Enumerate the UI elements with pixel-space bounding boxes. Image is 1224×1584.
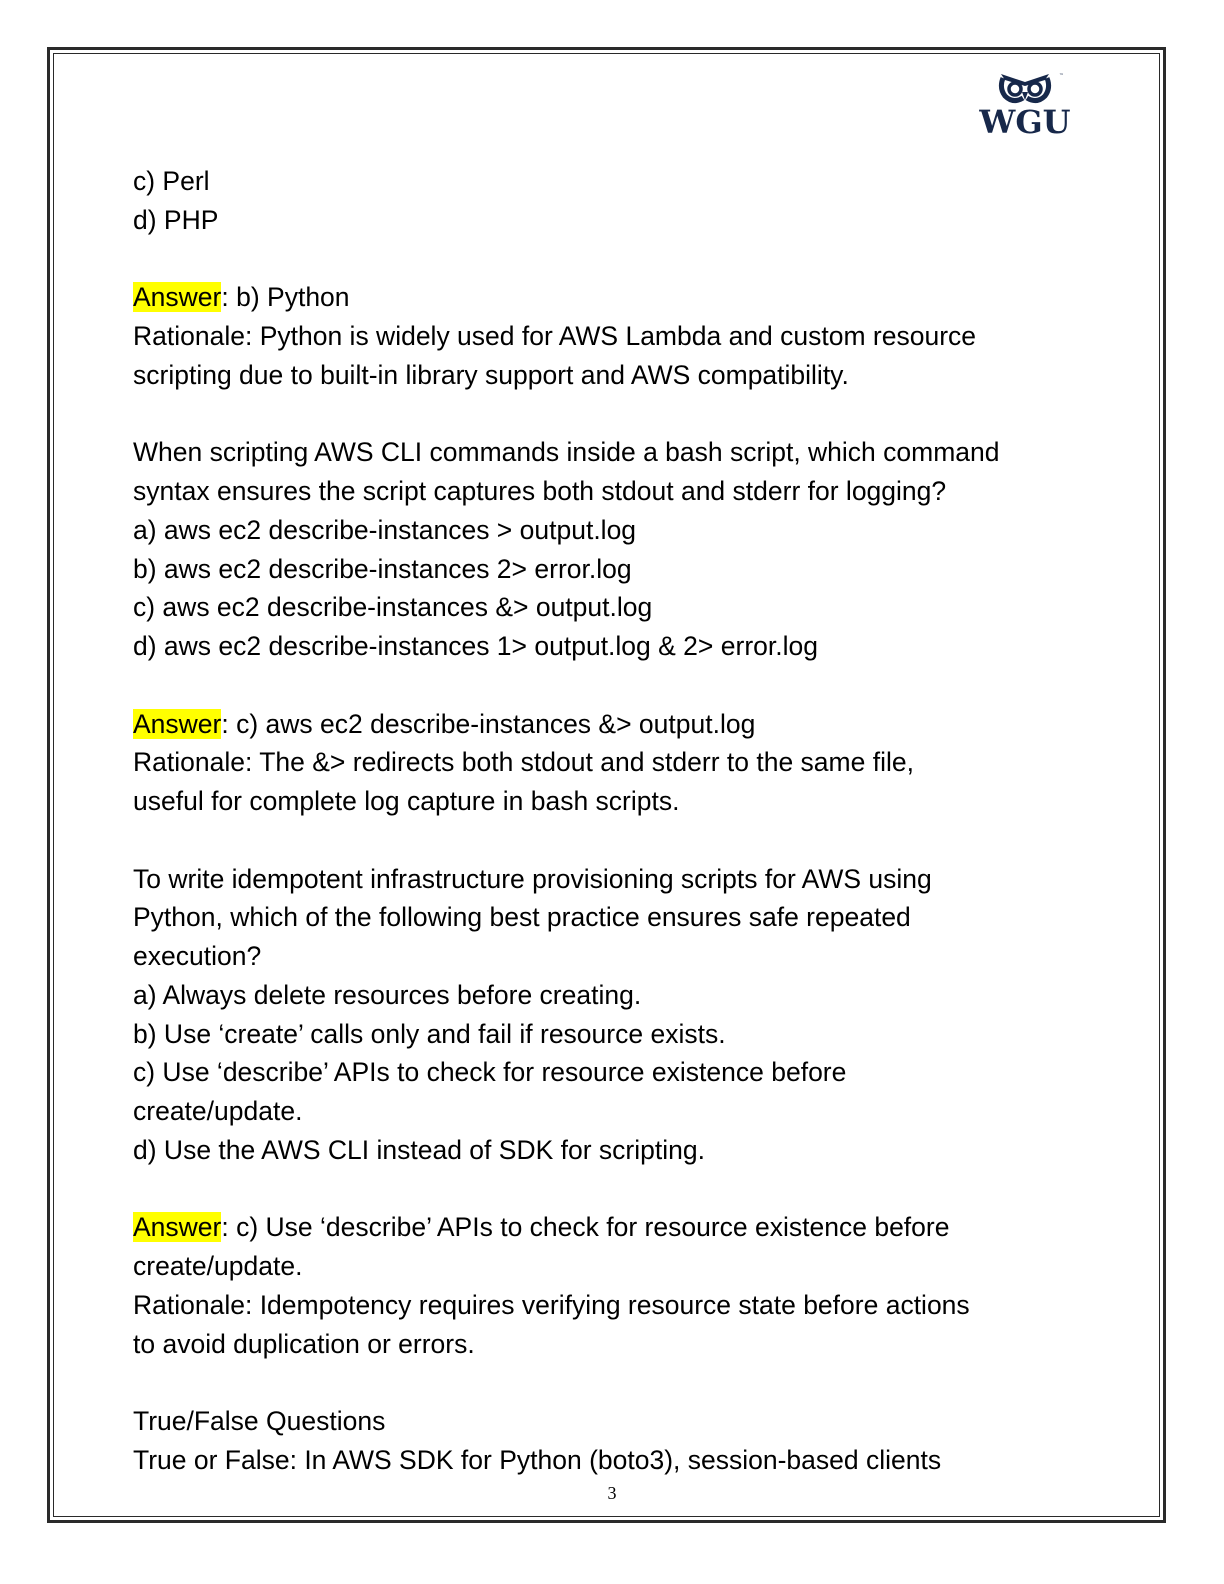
blank-line: [133, 395, 1093, 434]
owl-icon: [975, 68, 1075, 108]
blank-line: [133, 1363, 1093, 1402]
text-line: [133, 1247, 1093, 1286]
answer-highlight: Answer: [133, 708, 222, 739]
text-line: [133, 201, 1093, 240]
line-text: Python, which of the following best practice ensures safe repeated: [133, 902, 911, 933]
text-line: [133, 1325, 1093, 1364]
line-text: execution?: [133, 941, 262, 971]
answer-line: [133, 705, 1093, 744]
text-line: [133, 588, 1093, 627]
line-text: True/False Questions: [133, 1406, 386, 1436]
line-text: : c) Use ‘describe’ APIs to check for resource existence before: [221, 1212, 950, 1243]
text-line: [133, 1402, 1093, 1441]
line-text: To write idempotent infrastructure provisioning scripts for AWS using: [133, 863, 932, 894]
blank-line: [133, 1170, 1093, 1209]
text-line: [133, 511, 1093, 550]
text-line: [133, 937, 1093, 976]
line-text: : b) Python: [221, 282, 350, 313]
line-text: b) Use ‘create’ calls only and fail if resource exists.: [133, 1018, 726, 1049]
text-line: [133, 1131, 1093, 1170]
svg-text:™: ™: [1059, 73, 1064, 79]
text-line: [133, 898, 1093, 937]
text-line: [133, 1015, 1093, 1054]
answer-line: [133, 1208, 1093, 1247]
text-line: [133, 627, 1093, 666]
line-text: a) aws ec2 describe-instances > output.log: [133, 514, 637, 545]
blank-line: [133, 821, 1093, 860]
line-text: create/update.: [133, 1251, 303, 1281]
line-text: True or False: In AWS SDK for Python (boto3), session-based clients: [133, 1444, 942, 1475]
line-text: scripting due to built-in library support and AWS compatibility.: [133, 359, 849, 390]
line-text: Rationale: Python is widely used for AWS Lambda and custom resource: [133, 321, 977, 351]
line-text: c) Use ‘describe’ APIs to check for resource existence before: [133, 1057, 847, 1088]
logo-wordmark: WGU: [979, 103, 1071, 141]
text-line: [133, 472, 1093, 511]
text-line: [133, 433, 1093, 472]
page-number: 3: [607, 1483, 617, 1503]
line-text: Rationale: The &> redirects both stdout and stderr to the same file,: [133, 747, 914, 778]
answer-line: [133, 278, 1093, 317]
text-line: [133, 976, 1093, 1015]
line-text: When scripting AWS CLI commands inside a bash script, which command: [133, 437, 1000, 468]
line-text: b) aws ec2 describe-instances 2> error.log: [133, 553, 632, 584]
line-text: syntax ensures the script captures both stdout and stderr for logging?: [133, 476, 947, 506]
text-line: [133, 743, 1093, 782]
line-text: d) Use the AWS CLI instead of SDK for scripting.: [133, 1134, 705, 1165]
text-line: [133, 1053, 1093, 1092]
line-text: c) Perl: [133, 166, 210, 196]
line-text: d) PHP: [133, 204, 219, 235]
answer-highlight: Answer: [133, 1212, 222, 1243]
blank-line: [133, 240, 1093, 279]
text-line: [133, 860, 1093, 899]
text-line: [133, 782, 1093, 821]
line-text: a) Always delete resources before creating.: [133, 979, 642, 1010]
line-text: : c) aws ec2 describe-instances &> output.log: [221, 708, 756, 739]
text-line: [133, 356, 1093, 395]
text-line: [133, 317, 1093, 356]
line-text: d) aws ec2 describe-instances 1> output.log & 2> error.log: [133, 631, 818, 661]
wgu-logo: [975, 68, 1075, 140]
answer-highlight: Answer: [133, 282, 222, 313]
line-text: c) aws ec2 describe-instances &> output.log: [133, 592, 653, 623]
line-text: to avoid duplication or errors.: [133, 1328, 475, 1359]
document-body: [133, 162, 1093, 1480]
text-line: [133, 550, 1093, 589]
line-text: useful for complete log capture in bash scripts.: [133, 786, 680, 816]
line-text: Rationale: Idempotency requires verifying resource state before actions: [133, 1289, 970, 1320]
blank-line: [133, 666, 1093, 705]
line-text: create/update.: [133, 1096, 303, 1126]
text-line: [133, 1286, 1093, 1325]
text-line: [133, 1441, 1093, 1480]
text-line: [133, 1092, 1093, 1131]
text-line: [133, 162, 1093, 201]
